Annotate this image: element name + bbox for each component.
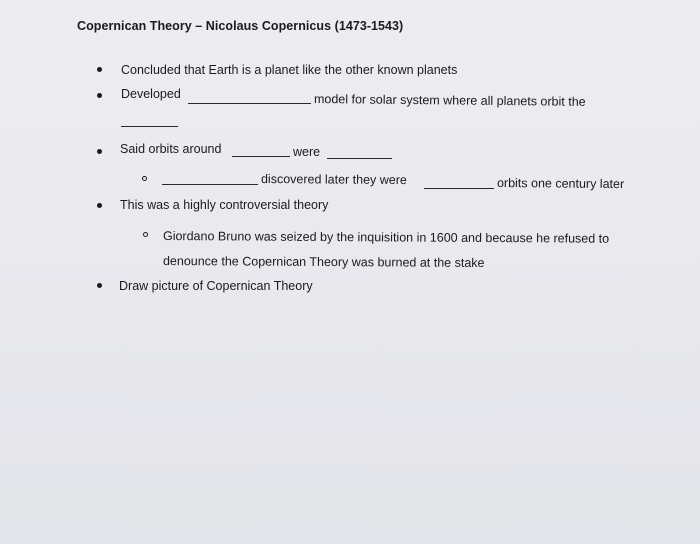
- blank-model-type[interactable]: [188, 103, 311, 104]
- sub-bullet-bruno-line1: Giordano Bruno was seized by the inquisition in 1600 and because he refused to: [162, 229, 610, 246]
- page-title: Copernican Theory – Nicolaus Copernicus (1473-1543): [77, 19, 404, 33]
- blank-orbit-shape[interactable]: [327, 158, 392, 159]
- blank-orbit-center[interactable]: [232, 156, 290, 157]
- bullet-icon: [97, 93, 102, 98]
- sub-bullet-bruno-line2: denounce the Copernican Theory was burned at the stake: [162, 254, 485, 270]
- bullet-developed-continuation: model for solar system where all planets orbit the: [313, 92, 586, 109]
- bullet-earth-planet: Concluded that Earth is a planet like the other known planets: [121, 63, 458, 77]
- sub-bullet-discovered: discovered later they were: [260, 172, 407, 188]
- bullet-controversial: This was a highly controversial theory: [120, 198, 329, 212]
- bullet-icon: [97, 149, 102, 154]
- bullet-draw-picture: Draw picture of Copernican Theory: [119, 279, 313, 293]
- sub-bullet-century-later: orbits one century later: [496, 176, 625, 192]
- blank-center-body[interactable]: [121, 126, 178, 127]
- sub-bullet-icon: [142, 176, 147, 181]
- bullet-orbits-label: Said orbits around: [120, 142, 222, 156]
- blank-discoverer[interactable]: [162, 184, 258, 185]
- sub-bullet-icon: [143, 232, 148, 237]
- bullet-icon: [97, 203, 102, 208]
- bullet-icon: [97, 283, 102, 288]
- bullet-developed-label: Developed: [121, 87, 181, 101]
- bullet-orbits-were: were: [293, 145, 321, 159]
- blank-orbit-actual-shape[interactable]: [424, 188, 494, 189]
- bullet-icon: [97, 67, 102, 72]
